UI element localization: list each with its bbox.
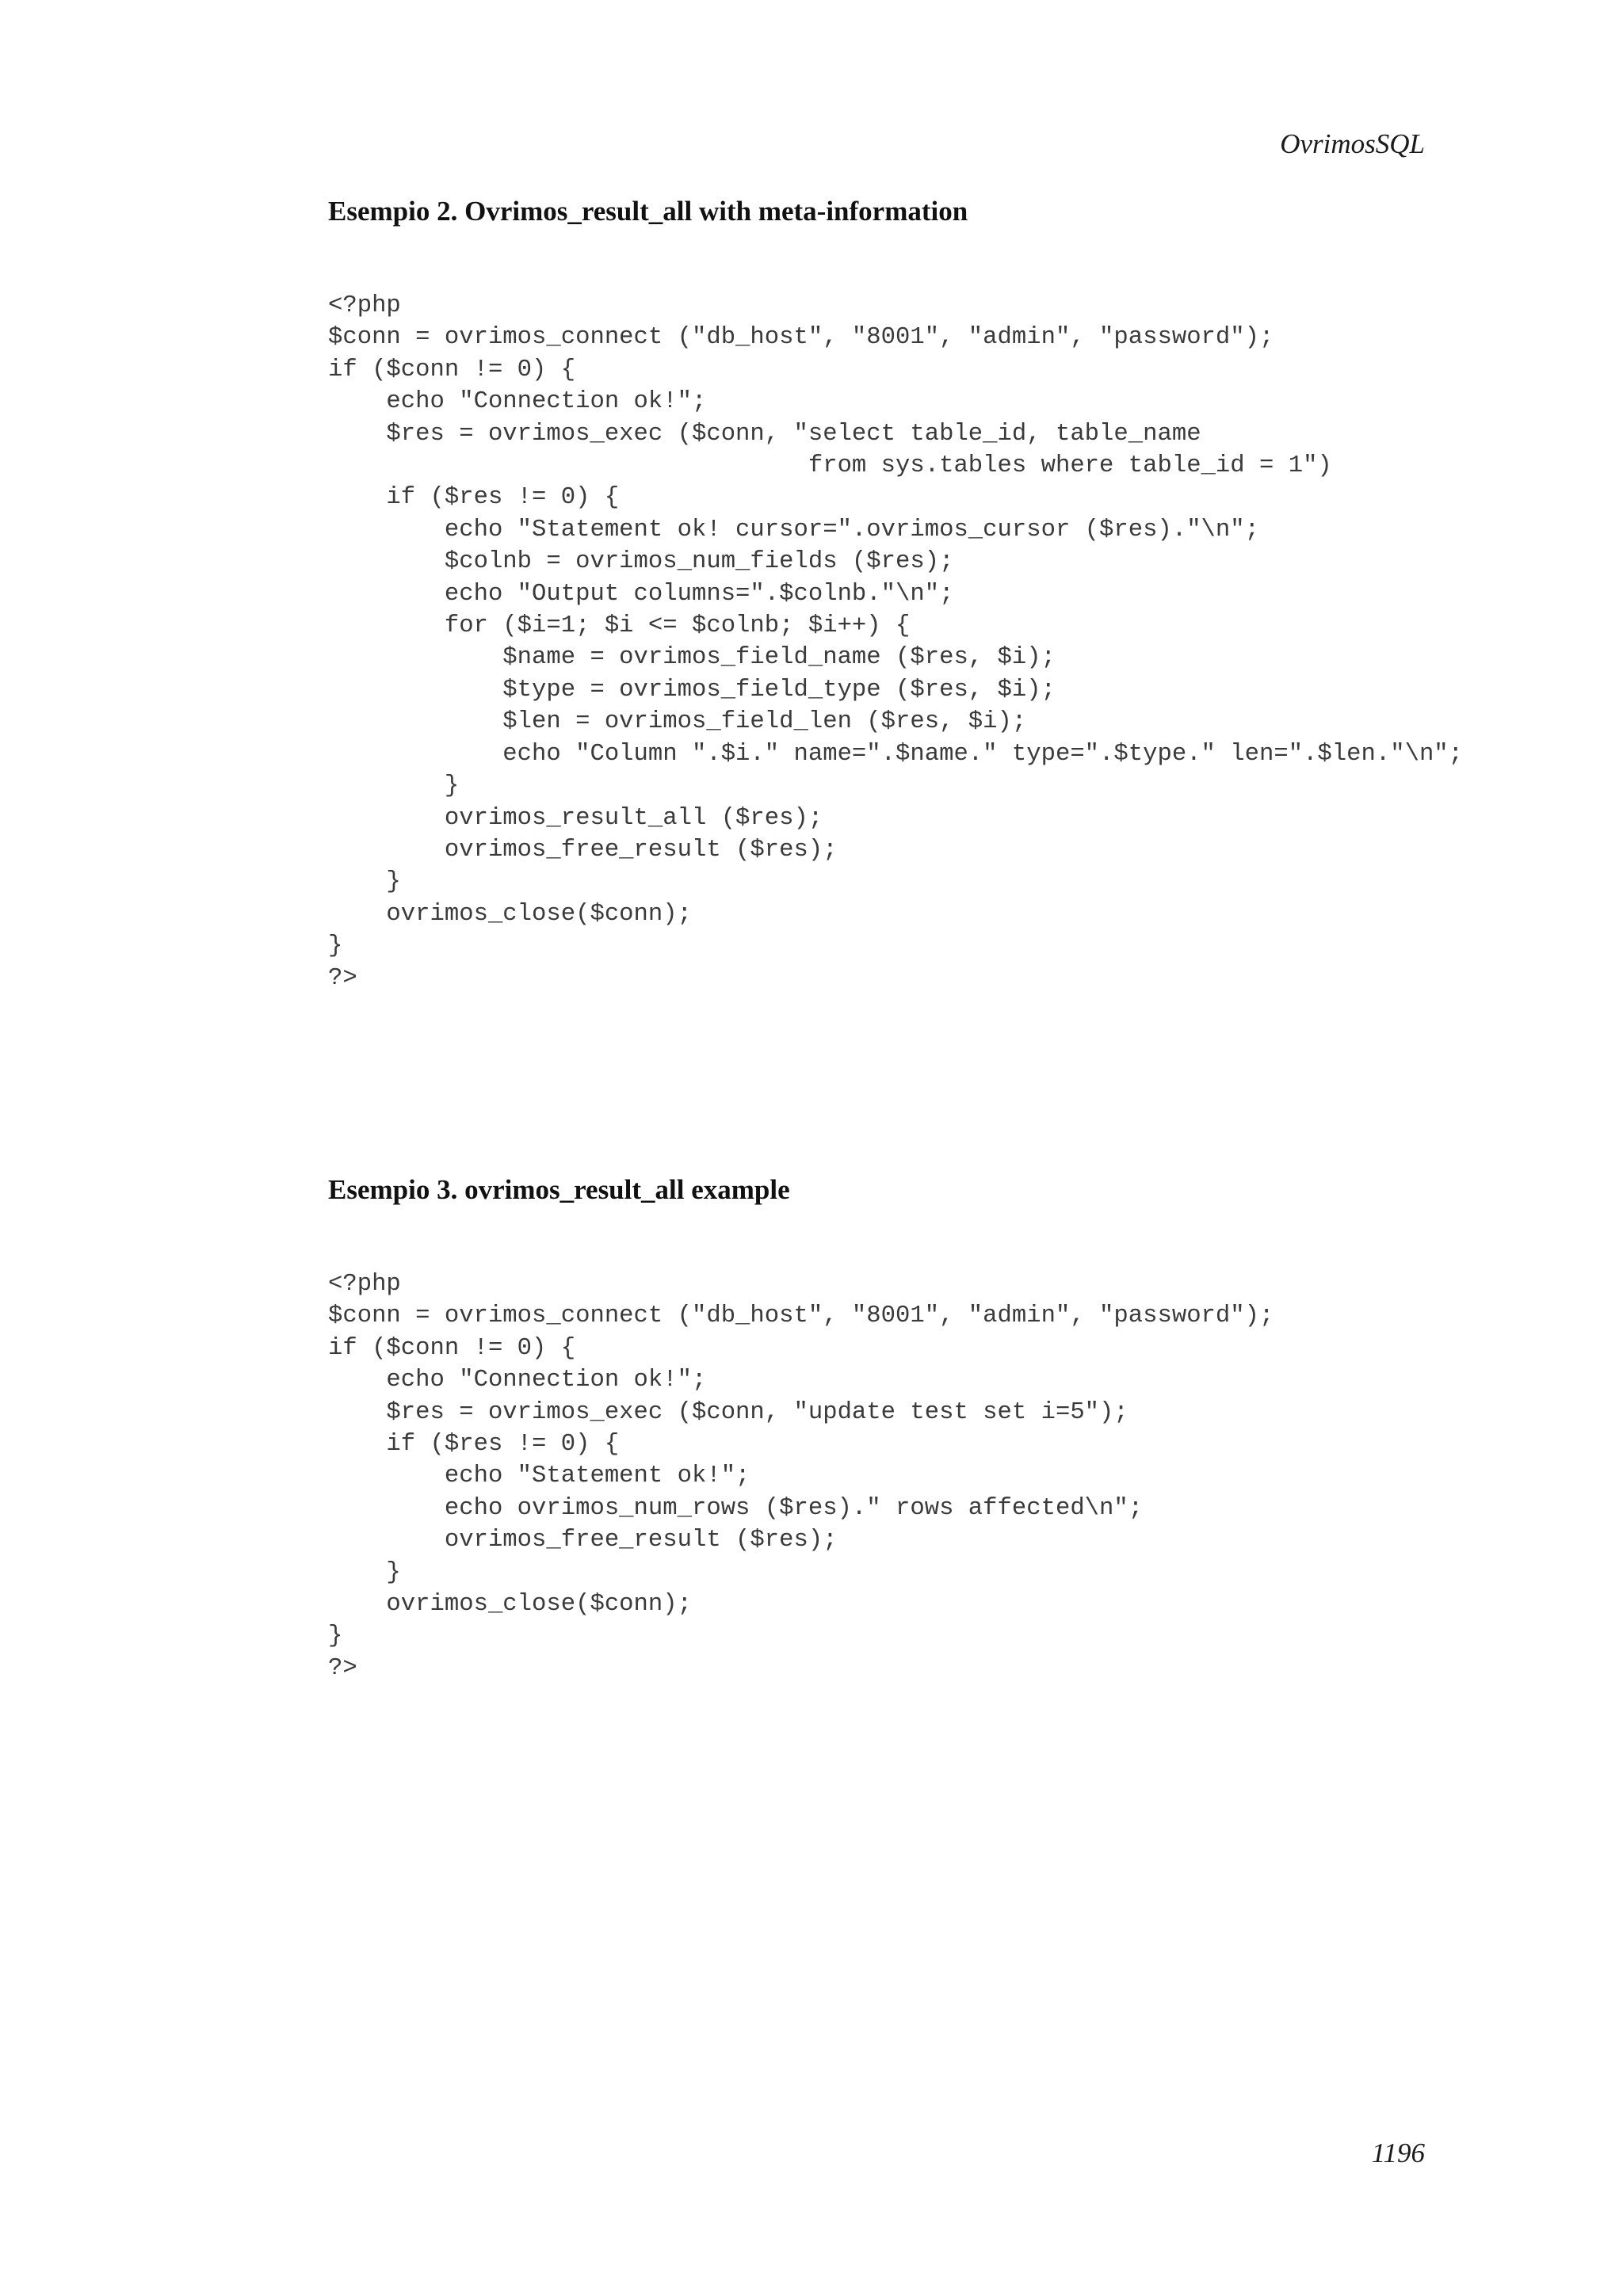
page-number: 1196 (1371, 2138, 1425, 2168)
example-2-title: Esempio 2. Ovrimos_result_all with meta-information (328, 196, 968, 227)
running-header: OvrimosSQL (1280, 128, 1425, 159)
example-2-code: <?php $conn = ovrimos_connect ("db_host", "8001", "admin", "password"); if ($conn != 0) { echo "Connection ok!"; $res = ovrimos_exec ($conn, "select table_id, table_name from sys.tables where table_id = 1") if ($res != 0) { echo "Statement ok! cursor=".ovrimos_cursor ($res)."\n"; $colnb = ovrimos_num_fields ($res); echo "Output columns=".$colnb."\n"; for ($i=1; $i <= $colnb; $i++) { $name = ovrimos_field_name ($res, $i); $type = ovrimos_field_type ($res, $i); $len = ovrimos_field_len ($res, $i); echo "Column ".$i." name=".$name." type=".$type." len=".$len."\n"; } ovrimos_result_all ($res); ovrimos_free_result ($res); } ovrimos_close($conn); } ?> (328, 292, 1464, 992)
example-3-title: Esempio 3. ovrimos_result_all example (328, 1174, 790, 1205)
example-3-code: <?php $conn = ovrimos_connect ("db_host", "8001", "admin", "password"); if ($conn != 0) { echo "Connection ok!"; $res = ovrimos_exec ($conn, "update test set i=5"); if ($res != 0) { echo "Statement ok!"; echo ovrimos_num_rows ($res)." rows affected\n"; ovrimos_free_result ($res); } ovrimos_close($conn); } ?> (328, 1271, 1274, 1682)
